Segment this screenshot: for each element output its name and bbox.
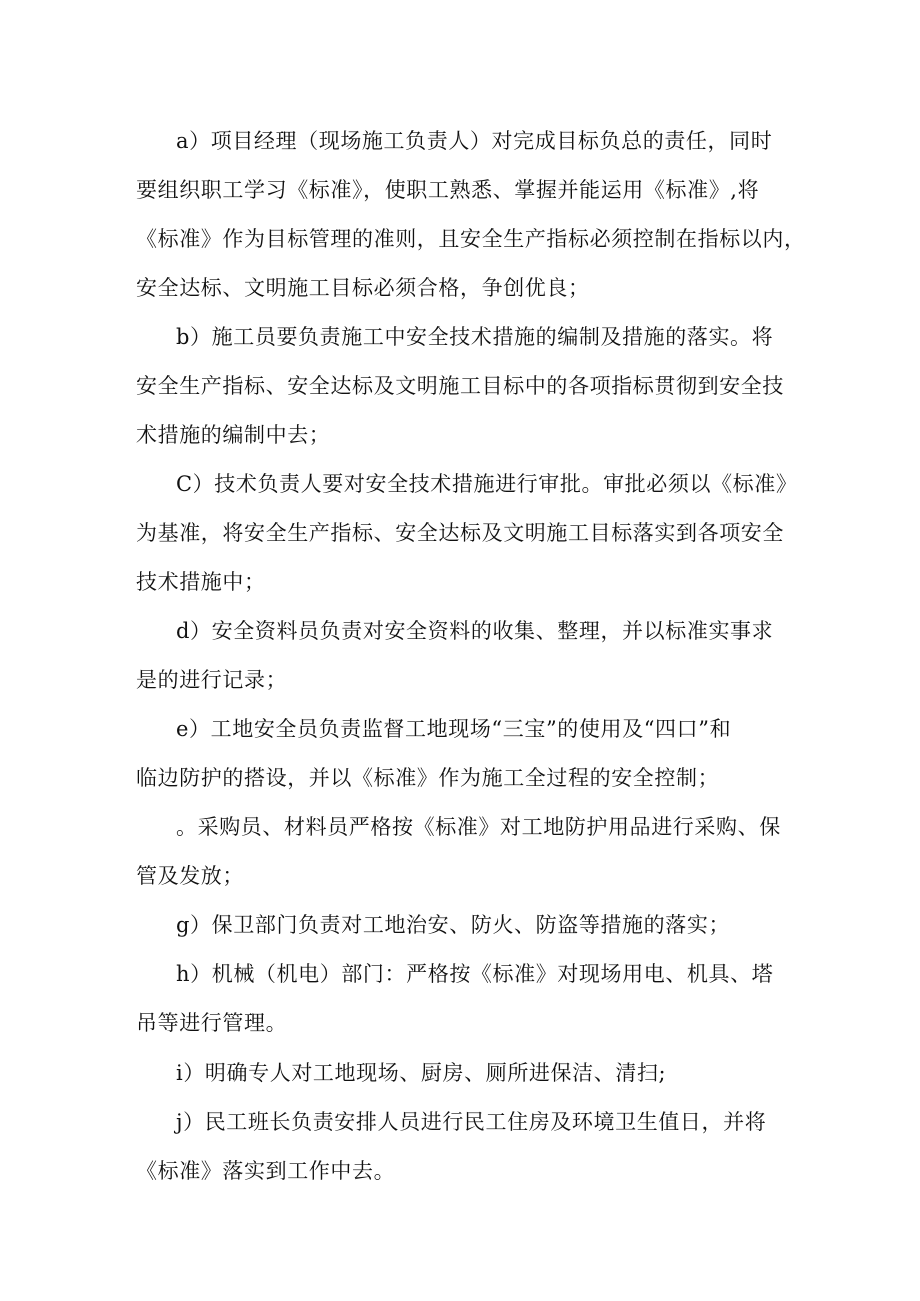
text-line: 《标准》作为目标管理的准则，且安全生产指标必须控制在指标以内， [136, 227, 806, 251]
text-line: 临边防护的搭设，并以《标准》作为施工全过程的安全控制； [136, 766, 720, 790]
text-line: h）机械（机电）部门：严格按《标准》对现场用电、机具、塔 [176, 962, 774, 986]
text-line: 是的进行记录； [136, 668, 288, 692]
text-line: e）工地安全员负责监督工地现场“三宝”的使用及“四口”和 [176, 717, 732, 741]
text-line: 。采购员、材料员严格按《标准》对工地防护用品进行采购、保 [176, 815, 781, 839]
text-line: 《标准》落实到工作中去。 [136, 1159, 396, 1183]
text-line: b）施工员要负责施工中安全技术措施的编制及措施的落实。将 [176, 325, 774, 349]
text-line: 吊等进行管理。 [136, 1011, 288, 1035]
text-line: 为基准，将安全生产指标、安全达标及文明施工目标落实到各项安全 [136, 521, 784, 545]
text-line: C）技术负责人要对安全技术措施进行审批。审批必须以《标准》 [176, 472, 798, 496]
text-line: d）安全资料员负责对安全资料的收集、整理，并以标准实事求 [176, 619, 774, 643]
text-line: 术措施的编制中去； [136, 423, 331, 447]
text-line: g）保卫部门负责对工地治安、防火、防盗等措施的落实； [176, 913, 731, 937]
text-line: 安全生产指标、安全达标及文明施工目标中的各项指标贯彻到安全技 [136, 374, 784, 398]
text-line: 管及发放； [136, 864, 244, 888]
text-line: j）民工班长负责安排人员进行民工住房及环境卫生值日，并将 [176, 1110, 767, 1134]
text-line: i）明确专人对工地现场、厨房、厕所进保洁、清扫; [176, 1061, 667, 1085]
text-line: 要组织职工学习《标准》，使职工熟悉、掌握并能运用《标准》,将 [136, 178, 760, 202]
text-line: 技术措施中； [136, 570, 266, 594]
text-line: a）项目经理（现场施工负责人）对完成目标负总的责任，同时 [176, 129, 773, 153]
text-line: 安全达标、文明施工目标必须合格，争创优良； [136, 276, 590, 300]
